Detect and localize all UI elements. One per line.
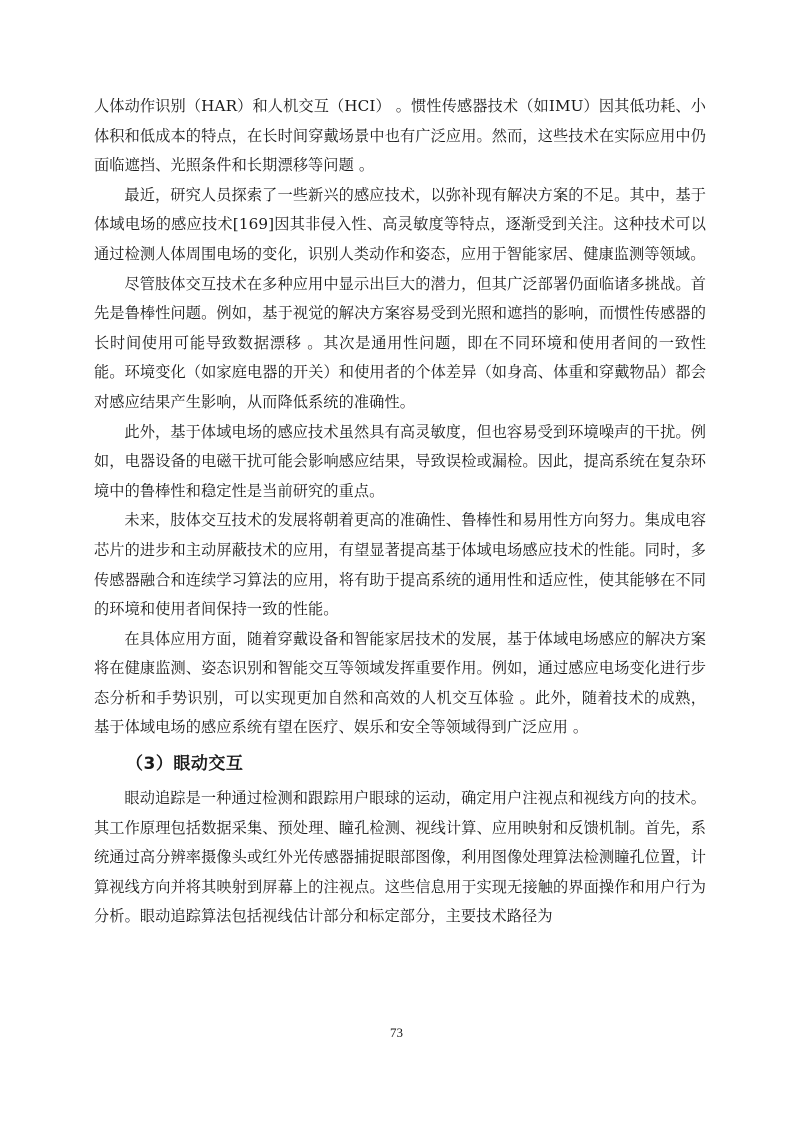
paragraph-future-directions: 未来，肢体交互技术的发展将朝着更高的准确性、鲁棒性和易用性方向努力。集成电容芯片的进步和主动屏蔽技术的应用，有望显著提高基于体域电场感应技术的性能。同时，多传感器融合和连续学习算法的应用，将有助于提高系统的通用性和适应性，使其能够在不同的环境和使用者间保持一致的性能。 [94,511,706,619]
page-body [94,92,706,932]
paragraph-eye-tracking: 眼动追踪是一种通过检测和跟踪用户眼球的运动，确定用户注视点和视线方向的技术。其工作原理包括数据采集、预处理、瞳孔检测、视线计算、应用映射和反馈机制。首先，系统通过高分辨率摄像头或红外光传感器捕捉眼部图像，利用图像处理算法检测瞳孔位置，计算视线方向并将其映射到屏幕上的注视点。这些信息用于实现无接触的界面操作和用户行为分析。眼动追踪算法包括视线估计部分和标定部分，主要技术路径为 [94,789,706,926]
paragraph-noise-interference: 此外，基于体域电场的感应技术虽然具有高灵敏度，但也容易受到环境噪声的干扰。例如，电器设备的电磁干扰可能会影响感应结果，导致误检或漏检。因此，提高系统在复杂环境中的鲁棒性和稳定性是当前研究的重点。 [94,422,706,500]
page-number: 73 [390,1025,403,1040]
paragraph-challenges: 尽管肢体交互技术在多种应用中显示出巨大的潜力，但其广泛部署仍面临诸多挑战。首先是鲁棒性问题。例如，基于视觉的解决方案容易受到光照和遮挡的影响，而惯性传感器的长时间使用可能导致数据漂移 。其次是通用性问题，即在不同环境和使用者间的一致性能。环境变化（如家庭电器的开关）和使用者的个体差异（如身高、体重和穿戴物品）都会对感应结果产生影响，从而降低系统的准确性。 [94,274,706,411]
section-heading: （3）眼动交互 [126,754,244,775]
paragraph-continued: 人体动作识别（HAR）和人机交互（HCI） 。惯性传感器技术（如IMU）因其低功耗、小体积和低成本的特点，在长时间穿戴场景中也有广泛应用。然而，这些技术在实际应用中仍面临遮挡、光照条件和长期漂移等问题 。 [94,97,706,175]
paragraph-emerging-sensing: 最近，研究人员探索了一些新兴的感应技术，以弥补现有解决方案的不足。其中，基于体域电场的感应技术[169]因其非侵入性、高灵敏度等特点，逐渐受到关注。这种技术可以通过检测人体周围电场的变化，识别人类动作和姿态，应用于智能家居、健康监测等领域。 [94,185,706,263]
paragraph-applications: 在具体应用方面，随着穿戴设备和智能家居技术的发展，基于体域电场感应的解决方案将在健康监测、姿态识别和智能交互等领域发挥重要作用。例如，通过感应电场变化进行步态分析和手势识别，可以实现更加自然和高效的人机交互体验 。此外，随着技术的成熟，基于体域电场的感应系统有望在医疗、娱乐和安全等领域得到广泛应用 。 [94,629,706,737]
